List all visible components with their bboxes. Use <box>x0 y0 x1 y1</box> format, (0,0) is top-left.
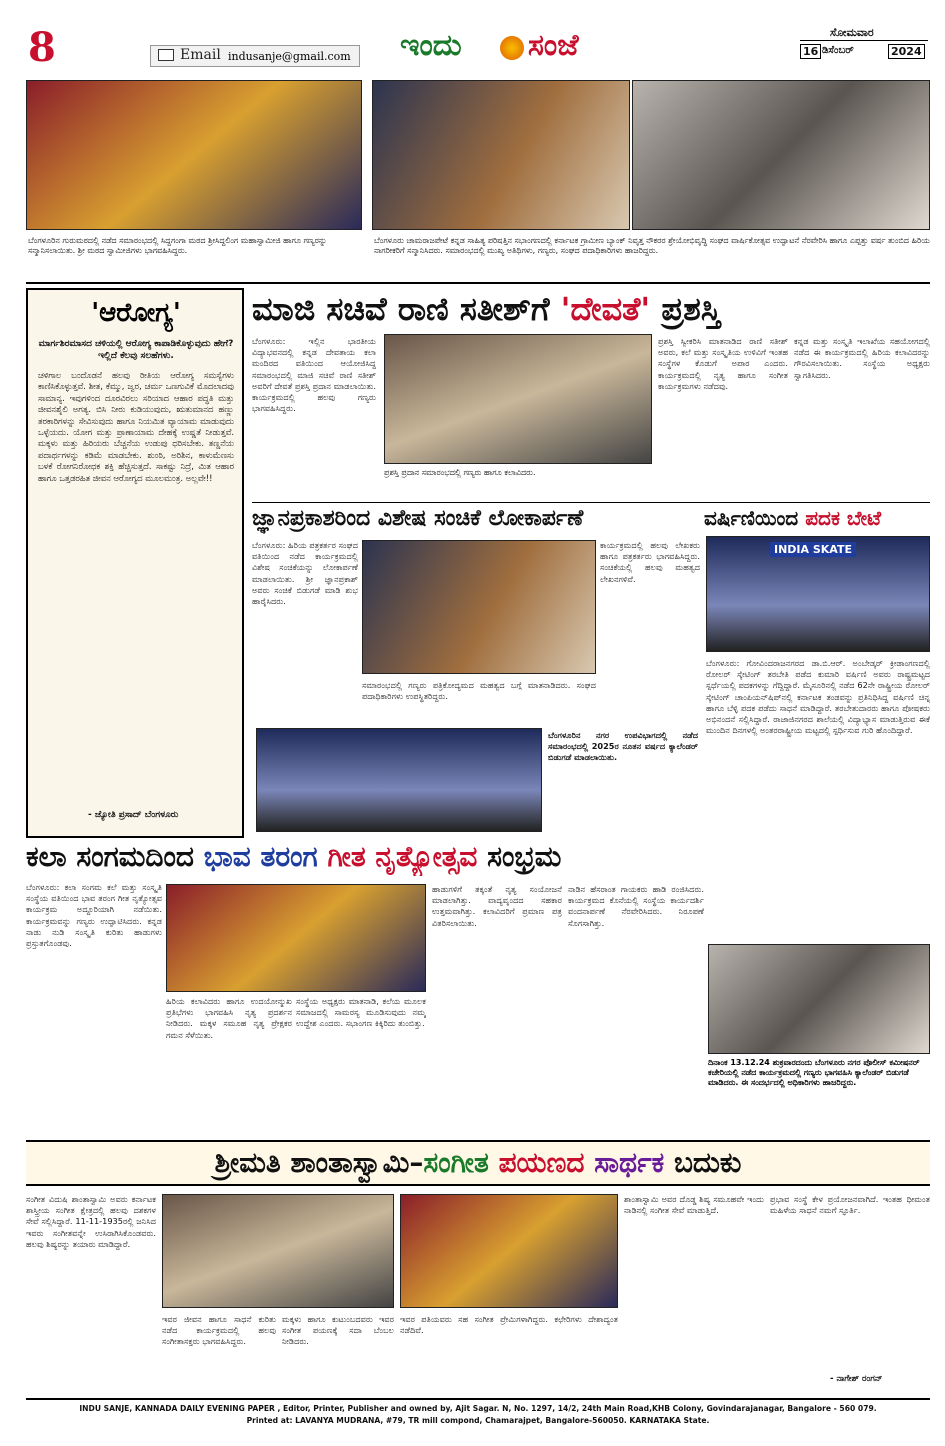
top-right-caption: ಬೆಂಗಳೂರು ಚಾಮರಾಜಪೇಟೆ ಕನ್ನಡ ಸಾಹಿತ್ಯ ಪರಿಷತ್ತಿನ ಸಭಾಂಗಣದಲ್ಲಿ ಕರ್ನಾಟಕ ಗ್ರಾಮೀಣ ಬ್ಯಾಂಕ್ ನಿವೃತ್ತ ನೌಕರರ ಶ್ರೇಯೋಭಿವೃದ್ಧಿ ಸಂಘದ ವಾರ್ಷಿಕೋತ್ಸವ ಉದ್ಘಾಟನೆ ನೆರವೇರಿಸಿ ಹಾಗೂ ಎಪ್ಪತ್ತು ವರ್ಷ ತುಂಬಿದ ಹಿರಿಯ ನಾಗರೀಕರಿಗೆ ಸನ್ಮಾನಿಸಿದರು. ಸಮಾರಂಭದಲ್ಲಿ ಮುಖ್ಯ ಅತಿಥಿಗಳು, ಗಣ್ಯರು, ಸಂಘದ ಪದಾಧಿಕಾರಿಗಳು ಹಾಜರಿದ್ದರು. <box>374 236 930 255</box>
jnana-bold-para: ಬೆಂಗಳೂರಿನ ನಗರ ಉಪವಿಭಾಗದಲ್ಲಿ ನಡೆದ ಸಮಾರಂಭದಲ್ಲಿ 2025ರ ನೂತನ ವರ್ಷದ ಕ್ಯಾಲೆಂಡರ್ ಬಿಡುಗಡೆ ಮಾಡಲಾಯಿತು. <box>548 730 698 763</box>
top-right-photo-1 <box>372 80 630 230</box>
jnana-photo <box>362 540 596 674</box>
arogya-intro: ಮಾರ್ಗಶಿರಮಾಸದ ಚಳಿಯಲ್ಲಿ ಆರೋಗ್ಯ ಕಾಪಾಡಿಕೊಳ್ಳುವುದು ಹೇಗೆ? ಇಲ್ಲಿದೆ ಕೆಲವು ಸಲಹೆಗಳು. <box>38 339 234 361</box>
footer-rule <box>26 1398 930 1400</box>
shanta-headline-e: ಬದುಕು <box>673 1146 742 1179</box>
footer-imprint-2: Printed at: LAVANYA MUDRANA, #79, TR mill compond, Chamarajpet, Bangalore-560050. KARNATAKA State. <box>246 1416 710 1425</box>
kala-headline-a: ಕಲಾ ಸಂಗಮದಿಂದ <box>26 840 195 873</box>
police-caption: ದಿನಾಂಕ 13.12.24 ಶುಕ್ರವಾರದಂದು ಬೆಂಗಳೂರು ನಗರ ಪೊಲೀಸ್ ಕಮೀಷನರ್ ಕಚೇರಿಯಲ್ಲಿ ನಡೆದ ಕಾರ್ಯಕ್ರಮದಲ್ಲಿ ಗಣ್ಯರು ಭಾಗವಹಿಸಿ ಕ್ಯಾಲೆಂಡರ್ ಬಿಡುಗಡೆ ಮಾಡಿದರು. ಈ ಸಂದರ್ಭದಲ್ಲಿ ಅಧಿಕಾರಿಗಳು ಹಾಜರಿದ್ದರು. <box>708 1058 920 1087</box>
email-icon <box>158 49 174 61</box>
rani-headline-b: 'ದೇವತೆ' <box>560 290 651 328</box>
kala-headline-c: ಗೀತ ನೃತ್ಯೋತ್ಸವ <box>327 840 478 873</box>
arogya-author: - ಜ್ಯೋತಿ ಪ್ರಸಾದ್ ಬೆಂಗಳೂರು <box>88 810 179 820</box>
email-address[interactable]: indusanje@gmail.com <box>228 50 351 63</box>
kala-headline-d: ಸಂಭ್ರಮ <box>487 840 562 873</box>
shanta-headline-b: ಸಂಗೀತ <box>423 1146 489 1179</box>
top-divider <box>26 282 930 284</box>
weekday: ಸೋಮವಾರ <box>830 26 874 39</box>
jnana-col-3: ಕಾರ್ಯಕ್ರಮದಲ್ಲಿ ಹಲವು ಲೇಖಕರು ಹಾಗೂ ಪತ್ರಕರ್ತರು ಭಾಗವಹಿಸಿದ್ದರು. ಸಂಚಿಕೆಯಲ್ಲಿ ಹಲವು ಮಹತ್ವದ ಲೇಖನಗಳಿವೆ. <box>600 540 700 584</box>
arogya-body: ಚಳಿಗಾಲ ಬಂದೊಡನೆ ಹಲವು ರೀತಿಯ ಆರೋಗ್ಯ ಸಮಸ್ಯೆಗಳು ಕಾಣಿಸಿಕೊಳ್ಳುತ್ತವೆ. ಶೀತ, ಕೆಮ್ಮು, ಜ್ವರ, ಚರ್ಮ ಒಣಗುವಿಕೆ ಮೊದಲಾದವು ಸಾಮಾನ್ಯ. ಇವುಗಳಿಂದ ದೂರವಿರಲು ಸರಿಯಾದ ಆಹಾರ ಪದ್ಧತಿ ಮತ್ತು ಜೀವನಶೈಲಿ ಅಗತ್ಯ. ಬಿಸಿ ನೀರು ಕುಡಿಯುವುದು, ಋತುಮಾನದ ಹಣ್ಣು ತರಕಾರಿಗಳನ್ನು ಸೇವಿಸುವುದು ಹಾಗೂ ನಿಯಮಿತ ವ್ಯಾಯಾಮ ಮಾಡುವುದು ಒಳ್ಳೆಯದು. ಯೋಗ ಮತ್ತು ಪ್ರಾಣಾಯಾಮ ದೇಹಕ್ಕೆ ಉಷ್ಣತೆ ನೀಡುತ್ತವೆ. ಮಕ್ಕಳು ಮತ್ತು ಹಿರಿಯರು ಬೆಚ್ಚನೆಯ ಉಡುಪು ಧರಿಸಬೇಕು. ತಣ್ಣನೆಯ ಪದಾರ್ಥಗಳನ್ನು ಕಡಿಮೆ ಮಾಡಬೇಕು. ಶುಂಠಿ, ಅರಿಶಿನ, ಕಾಳುಮೆಣಸು ಬಳಕೆ ರೋಗನಿರೋಧಕ ಶಕ್ತಿ ಹೆಚ್ಚಿಸುತ್ತದೆ. ಸಾಕಷ್ಟು ನಿದ್ರೆ, ಮಿತ ಆಹಾರ ಹಾಗೂ ಒತ್ತಡರಹಿತ ಜೀವನ ಆರೋಗ್ಯದ ಮೂಲಮಂತ್ರ. ಅಲ್ಲವೇ!! <box>38 370 234 483</box>
calendar-photo <box>256 728 542 832</box>
kala-col-4: ಹಾಡುಗಳಿಗೆ ತಕ್ಕಂತೆ ನೃತ್ಯ ಸಂಯೋಜನೆ ಮಾಡಲಾಗಿತ್ತು. ವಾದ್ಯವೃಂದದ ಸಹಕಾರ ಉತ್ತಮವಾಗಿತ್ತು. ಕಲಾವಿದರಿಗೆ ಪ್ರಮಾಣ ಪತ್ರ ವಿತರಿಸಲಾಯಿತು. <box>432 884 562 928</box>
rani-divider <box>252 502 930 503</box>
sun-icon <box>500 36 524 60</box>
date-box <box>800 26 928 72</box>
kala-photo <box>166 884 426 992</box>
arogya-title: 'ಆರೋಗ್ಯ' <box>91 298 181 328</box>
shanta-author: - ನಾಗೇಶ್ ರಂಗನ್ <box>830 1374 883 1384</box>
shanta-col-1: ಸಂಗೀತ ವಿದುಷಿ ಶಾಂತಾಸ್ವಾಮಿ ಅವರು ಕರ್ನಾಟಕ ಶಾಸ್ತ್ರೀಯ ಸಂಗೀತ ಕ್ಷೇತ್ರದಲ್ಲಿ ಹಲವು ದಶಕಗಳ ಸೇವೆ ಸಲ್ಲಿಸಿದ್ದಾರೆ. 11-11-1935ರಲ್ಲಿ ಜನಿಸಿದ ಇವರು ಸಂಗೀತವನ್ನೇ ಉಸಿರಾಗಿಸಿಕೊಂಡವರು. ಹಲವು ಶಿಷ್ಯರನ್ನು ತಯಾರು ಮಾಡಿದ್ದಾರೆ. <box>26 1194 156 1249</box>
rani-photo-caption: ಪ್ರಶಸ್ತಿ ಪ್ರದಾನ ಸಮಾರಂಭದಲ್ಲಿ ಗಣ್ಯರು ಹಾಗೂ ಕಲಾವಿದರು. <box>384 468 536 477</box>
date-month: ಡಿಸೆಂಬರ್ <box>822 45 854 56</box>
shanta-headline-a: ಶ್ರೀಮತಿ ಶಾಂತಾಸ್ವಾಮಿ <box>214 1146 410 1179</box>
rani-headline-c: ಪ್ರಶಸ್ತಿ <box>661 290 721 328</box>
rani-col-2: ಪ್ರಶಸ್ತಿ ಸ್ವೀಕರಿಸಿ ಮಾತನಾಡಿದ ರಾಣಿ ಸತೀಶ್ ಅವರು, ಕಲೆ ಮತ್ತು ಸಂಸ್ಕೃತಿಯ ಉಳಿವಿಗೆ ಇಂತಹ ಸಂಸ್ಥೆಗಳ ಕೊಡುಗೆ ಅಪಾರ ಎಂದರು. ಕಾರ್ಯಕ್ರಮದಲ್ಲಿ ನೃತ್ಯ ಹಾಗೂ ಸಂಗೀತ ಕಾರ್ಯಕ್ರಮಗಳು ನಡೆದವು. <box>658 336 788 391</box>
varshini-headline-a: ವರ್ಷಿಣಿಯಿಂದ <box>704 506 799 530</box>
shanta-headline: ಶ್ರೀಮತಿ ಶಾಂತಾಸ್ವಾಮಿ–ಸಂಗೀತ ಪಯಣದ ಸಾರ್ಥಕ ಬದುಕು <box>214 1146 742 1179</box>
logo-indu: ಇಂದು <box>400 28 462 63</box>
kala-headline <box>26 840 706 876</box>
kala-col-2: ಹಿರಿಯ ಕಲಾವಿದರು ಹಾಗೂ ಉದಯೋನ್ಮುಖ ಪ್ರತಿಭೆಗಳು ಭಾಗವಹಿಸಿ ನೃತ್ಯ ಪ್ರದರ್ಶನ ನೀಡಿದರು. ಮಕ್ಕಳ ಸಮೂಹ ನೃತ್ಯ ಪ್ರೇಕ್ಷಕರ ಗಮನ ಸೆಳೆಯಿತು. <box>166 996 292 1040</box>
shanta-col-4: ಇವರ ಪತಿಯವರು ಸಹ ಸಂಗೀತ ಪ್ರೇಮಿಗಳಾಗಿದ್ದರು. ಕಛೇರಿಗಳು ದೇಶಾದ್ಯಂತ ನಡೆದಿವೆ. <box>400 1314 618 1336</box>
top-left-caption: ಬೆಂಗಳೂರಿನ ಗುರುಮಠದಲ್ಲಿ ನಡೆದ ಸಮಾರಂಭದಲ್ಲಿ ಸಿದ್ದಗಂಗಾ ಮಠದ ಶ್ರೀಸಿದ್ದಲಿಂಗ ಮಹಾಸ್ವಾಮೀಜಿ ಹಾಗೂ ಗಣ್ಯರನ್ನು ಸನ್ಮಾನಿಸಲಾಯಿತು. ಶ್ರೀ ಮಠದ ಸ್ವಾಮೀಜಿಗಳು ಭಾಗವಹಿಸಿದ್ದರು. <box>28 236 327 255</box>
shanta-headline-d: ಸಾರ್ಥಕ <box>594 1146 665 1179</box>
shanta-col-3: ಮಕ್ಕಳು ಹಾಗೂ ಕುಟುಂಬದವರು ಇವರ ಸಂಗೀತ ಪಯಣಕ್ಕೆ ಸದಾ ಬೆಂಬಲ ನೀಡಿದರು. <box>282 1314 394 1347</box>
kala-headline-b: ಭಾವ ತರಂಗ <box>203 840 318 873</box>
rani-headline <box>252 290 932 330</box>
page-number: 8 <box>28 24 56 71</box>
rani-photo <box>384 334 652 464</box>
shanta-photo-1 <box>162 1194 394 1308</box>
masthead <box>0 0 945 80</box>
kala-col-5: ನಾಡಿನ ಹೆಸರಾಂತ ಗಾಯಕರು ಹಾಡಿ ರಂಜಿಸಿದರು. ಕಾರ್ಯಕ್ರಮದ ಕೊನೆಯಲ್ಲಿ ಸಂಸ್ಥೆಯ ಕಾರ್ಯದರ್ಶಿ ವಂದನಾರ್ಪಣೆ ನೆರವೇರಿಸಿದರು. ನಿರೂಪಣೆ ಸೊಗಸಾಗಿತ್ತು. <box>568 884 704 928</box>
rani-col-1: ಬೆಂಗಳೂರು: ಇಲ್ಲಿನ ಭಾರತೀಯ ವಿದ್ಯಾಭವನದಲ್ಲಿ ಕನ್ನಡ ದೇವತಾಯ ಕಲಾ ಮಂದಿರದ ವತಿಯಿಂದ ಆಯೋಜಿಸಿದ್ದ ಸಮಾರಂಭದಲ್ಲಿ ಮಾಜಿ ಸಚಿವೆ ರಾಣಿ ಸತೀಶ್ ಅವರಿಗೆ ದೇವತೆ ಪ್ರಶಸ್ತಿ ಪ್ರದಾನ ಮಾಡಲಾಯಿತು. ಕಾರ್ಯಕ್ರಮದಲ್ಲಿ ಹಲವು ಗಣ್ಯರು ಭಾಗವಹಿಸಿದ್ದರು. <box>252 336 376 414</box>
rani-headline-a: ಮಾಜಿ ಸಚಿವೆ ರಾಣಿ ಸತೀಶ್‌ಗೆ <box>252 290 550 328</box>
police-photo <box>708 944 930 1054</box>
shanta-col-6: ಪ್ರಭಾವ ಸಂಸ್ಥೆ ಕೇಳ ಪ್ರಯೋಜನವಾಗಿದೆ. ಇಂತಹ ಧೀಮಂತ ಮಹಿಳೆಯ ಸಾಧನೆ ನಮಗೆ ಸ್ಫೂರ್ತಿ. <box>770 1194 930 1216</box>
date-day: 16 <box>800 44 821 59</box>
rani-col-3: ಕನ್ನಡ ಮತ್ತು ಸಂಸ್ಕೃತಿ ಇಲಾಖೆಯ ಸಹಯೋಗದಲ್ಲಿ ನಡೆದ ಈ ಕಾರ್ಯಕ್ರಮದಲ್ಲಿ ಹಿರಿಯ ಕಲಾವಿದರನ್ನು ಗೌರವಿಸಲಾಯಿತು. ಸಂಸ್ಥೆಯ ಅಧ್ಯಕ್ಷರು ಸ್ವಾಗತಿಸಿದರು. <box>794 336 930 380</box>
varshini-headline-b: ಪದಕ ಬೇಟೆ <box>805 506 882 530</box>
varshini-body: ಬೆಂಗಳೂರು: ಗೋವಿಂದರಾಜನಗರದ ಡಾ.ಬಿ.ಆರ್. ಅಂಬೇಡ್ಕರ್ ಕ್ರೀಡಾಂಗಣದಲ್ಲಿ ರೋಲರ್ ಸ್ಕೇಟಿಂಗ್ ತರಬೇತಿ ಪಡೆದ ಕುಮಾರಿ ವರ್ಷಿಣಿ ಅವರು ರಾಷ್ಟ್ರಮಟ್ಟದ ಸ್ಪರ್ಧೆಯಲ್ಲಿ ಪದಕಗಳನ್ನು ಗೆದ್ದಿದ್ದಾರೆ. ಮೈಸೂರಿನಲ್ಲಿ ನಡೆದ 62ನೇ ರಾಷ್ಟ್ರೀಯ ರೋಲರ್ ಸ್ಕೇಟಿಂಗ್ ಚಾಂಪಿಯನ್‌ಷಿಪ್‌ನಲ್ಲಿ ಕರ್ನಾಟಕ ತಂಡವನ್ನು ಪ್ರತಿನಿಧಿಸಿದ್ದ ವರ್ಷಿಣಿ ಚಿನ್ನ ಹಾಗೂ ಬೆಳ್ಳಿ ಪದಕ ಪಡೆದು ಸಾಧನೆ ಮಾಡಿದ್ದಾರೆ. ತರಬೇತುದಾರರು ಹಾಗೂ ಪೋಷಕರು ಅಭಿನಂದನೆ ಸಲ್ಲಿಸಿದ್ದಾರೆ. ರಾಜಾಜಿನಗರದ ಶಾಲೆಯಲ್ಲಿ ವಿದ್ಯಾಭ್ಯಾಸ ಮಾಡುತ್ತಿರುವ ಈಕೆ ಮುಂದಿನ ದಿನಗಳಲ್ಲಿ ಅಂತರರಾಷ್ಟ್ರೀಯ ಮಟ್ಟದಲ್ಲಿ ಸ್ಪರ್ಧಿಸುವ ಗುರಿ ಹೊಂದಿದ್ದಾರೆ. <box>706 658 930 736</box>
shanta-col-2: ಇವರ ಜೀವನ ಹಾಗೂ ಸಾಧನೆ ಕುರಿತು ನಡೆದ ಕಾರ್ಯಕ್ರಮದಲ್ಲಿ ಹಲವು ಸಂಗೀತಾಸಕ್ತರು ಭಾಗವಹಿಸಿದ್ದರು. <box>162 1314 276 1347</box>
shanta-photo-2 <box>400 1194 618 1308</box>
top-right-photo-2 <box>632 80 930 230</box>
jnana-col-1: ಬೆಂಗಳೂರು: ಹಿರಿಯ ಪತ್ರಕರ್ತರ ಸಂಘದ ವತಿಯಿಂದ ನಡೆದ ಕಾರ್ಯಕ್ರಮದಲ್ಲಿ ವಿಶೇಷ ಸಂಚಿಕೆಯನ್ನು ಲೋಕಾರ್ಪಣೆ ಮಾಡಲಾಯಿತು. ಶ್ರೀ ಜ್ಞಾನಪ್ರಕಾಶ್ ಅವರು ಸಂಚಿಕೆ ಬಿಡುಗಡೆ ಮಾಡಿ ಶುಭ ಹಾರೈಸಿದರು. <box>252 540 358 607</box>
jnana-headline: ಜ್ಞಾನಪ್ರಕಾಶರಿಂದ ವಿಶೇಷ ಸಂಚಿಕೆ ಲೋಕಾರ್ಪಣೆ <box>252 506 584 531</box>
shanta-headline-c: ಪಯಣದ <box>498 1146 585 1179</box>
logo-sanje: ಸಂಜೆ <box>528 28 579 63</box>
kala-col-1: ಬೆಂಗಳೂರು: ಕಲಾ ಸಂಗಮ ಕಲೆ ಮತ್ತು ಸಂಸ್ಕೃತಿ ಸಂಸ್ಥೆಯ ವತಿಯಿಂದ ಭಾವ ತರಂಗ ಗೀತ ನೃತ್ಯೋತ್ಸವ ಕಾರ್ಯಕ್ರಮ ಅದ್ದೂರಿಯಾಗಿ ನಡೆಯಿತು. ಕಾರ್ಯಕ್ರಮವನ್ನು ಗಣ್ಯರು ಉದ್ಘಾಟಿಸಿದರು. ಕನ್ನಡ ನಾಡು ನುಡಿ ಸಂಸ್ಕೃತಿ ಕುರಿತು ಹಾಡುಗಳು ಪ್ರಸ್ತುತಗೊಂಡವು. <box>26 882 162 949</box>
jnana-col-2: ಸಮಾರಂಭದಲ್ಲಿ ಗಣ್ಯರು ಪತ್ರಿಕೋದ್ಯಮದ ಮಹತ್ವದ ಬಗ್ಗೆ ಮಾತನಾಡಿದರು. ಸಂಘದ ಪದಾಧಿಕಾರಿಗಳು ಉಪಸ್ಥಿತರಿದ್ದರು. <box>362 680 596 702</box>
arogya-box <box>26 288 244 838</box>
shanta-col-5: ಶಾಂತಾಸ್ವಾಮಿ ಅವರ ದೊಡ್ಡ ಶಿಷ್ಯ ಸಮೂಹವೇ ಇಂದು ನಾಡಿನಲ್ಲಿ ಸಂಗೀತ ಸೇವೆ ಮಾಡುತ್ತಿದೆ. <box>624 1194 764 1216</box>
rani-col-1b <box>252 468 376 498</box>
date-year: 2024 <box>888 44 925 59</box>
skating-sign: INDIA SKATE <box>770 542 856 557</box>
varshini-headline <box>704 506 930 538</box>
top-left-photo <box>26 80 362 230</box>
kala-col-3: ಸಂಸ್ಥೆಯ ಅಧ್ಯಕ್ಷರು ಮಾತನಾಡಿ, ಕಲೆಯ ಮೂಲಕ ಸಮಾಜದಲ್ಲಿ ಸಾಮರಸ್ಯ ಮೂಡಿಸುವುದು ನಮ್ಮ ಉದ್ದೇಶ ಎಂದರು. ಸಭಾಂಗಣ ಕಿಕ್ಕಿರಿದು ತುಂಬಿತ್ತು. <box>296 996 426 1029</box>
email-label: Email <box>180 47 221 63</box>
masthead-logo <box>400 28 610 76</box>
footer-imprint-1: INDU SANJE, KANNADA DAILY EVENING PAPER , Editor, Printer, Publisher and owned by, Ajit Sagar. N, No. 1297, 14/2, 24th Main Road,KHB Colony, Govindarajanagar, Bangalore - 560 079. <box>79 1404 877 1413</box>
